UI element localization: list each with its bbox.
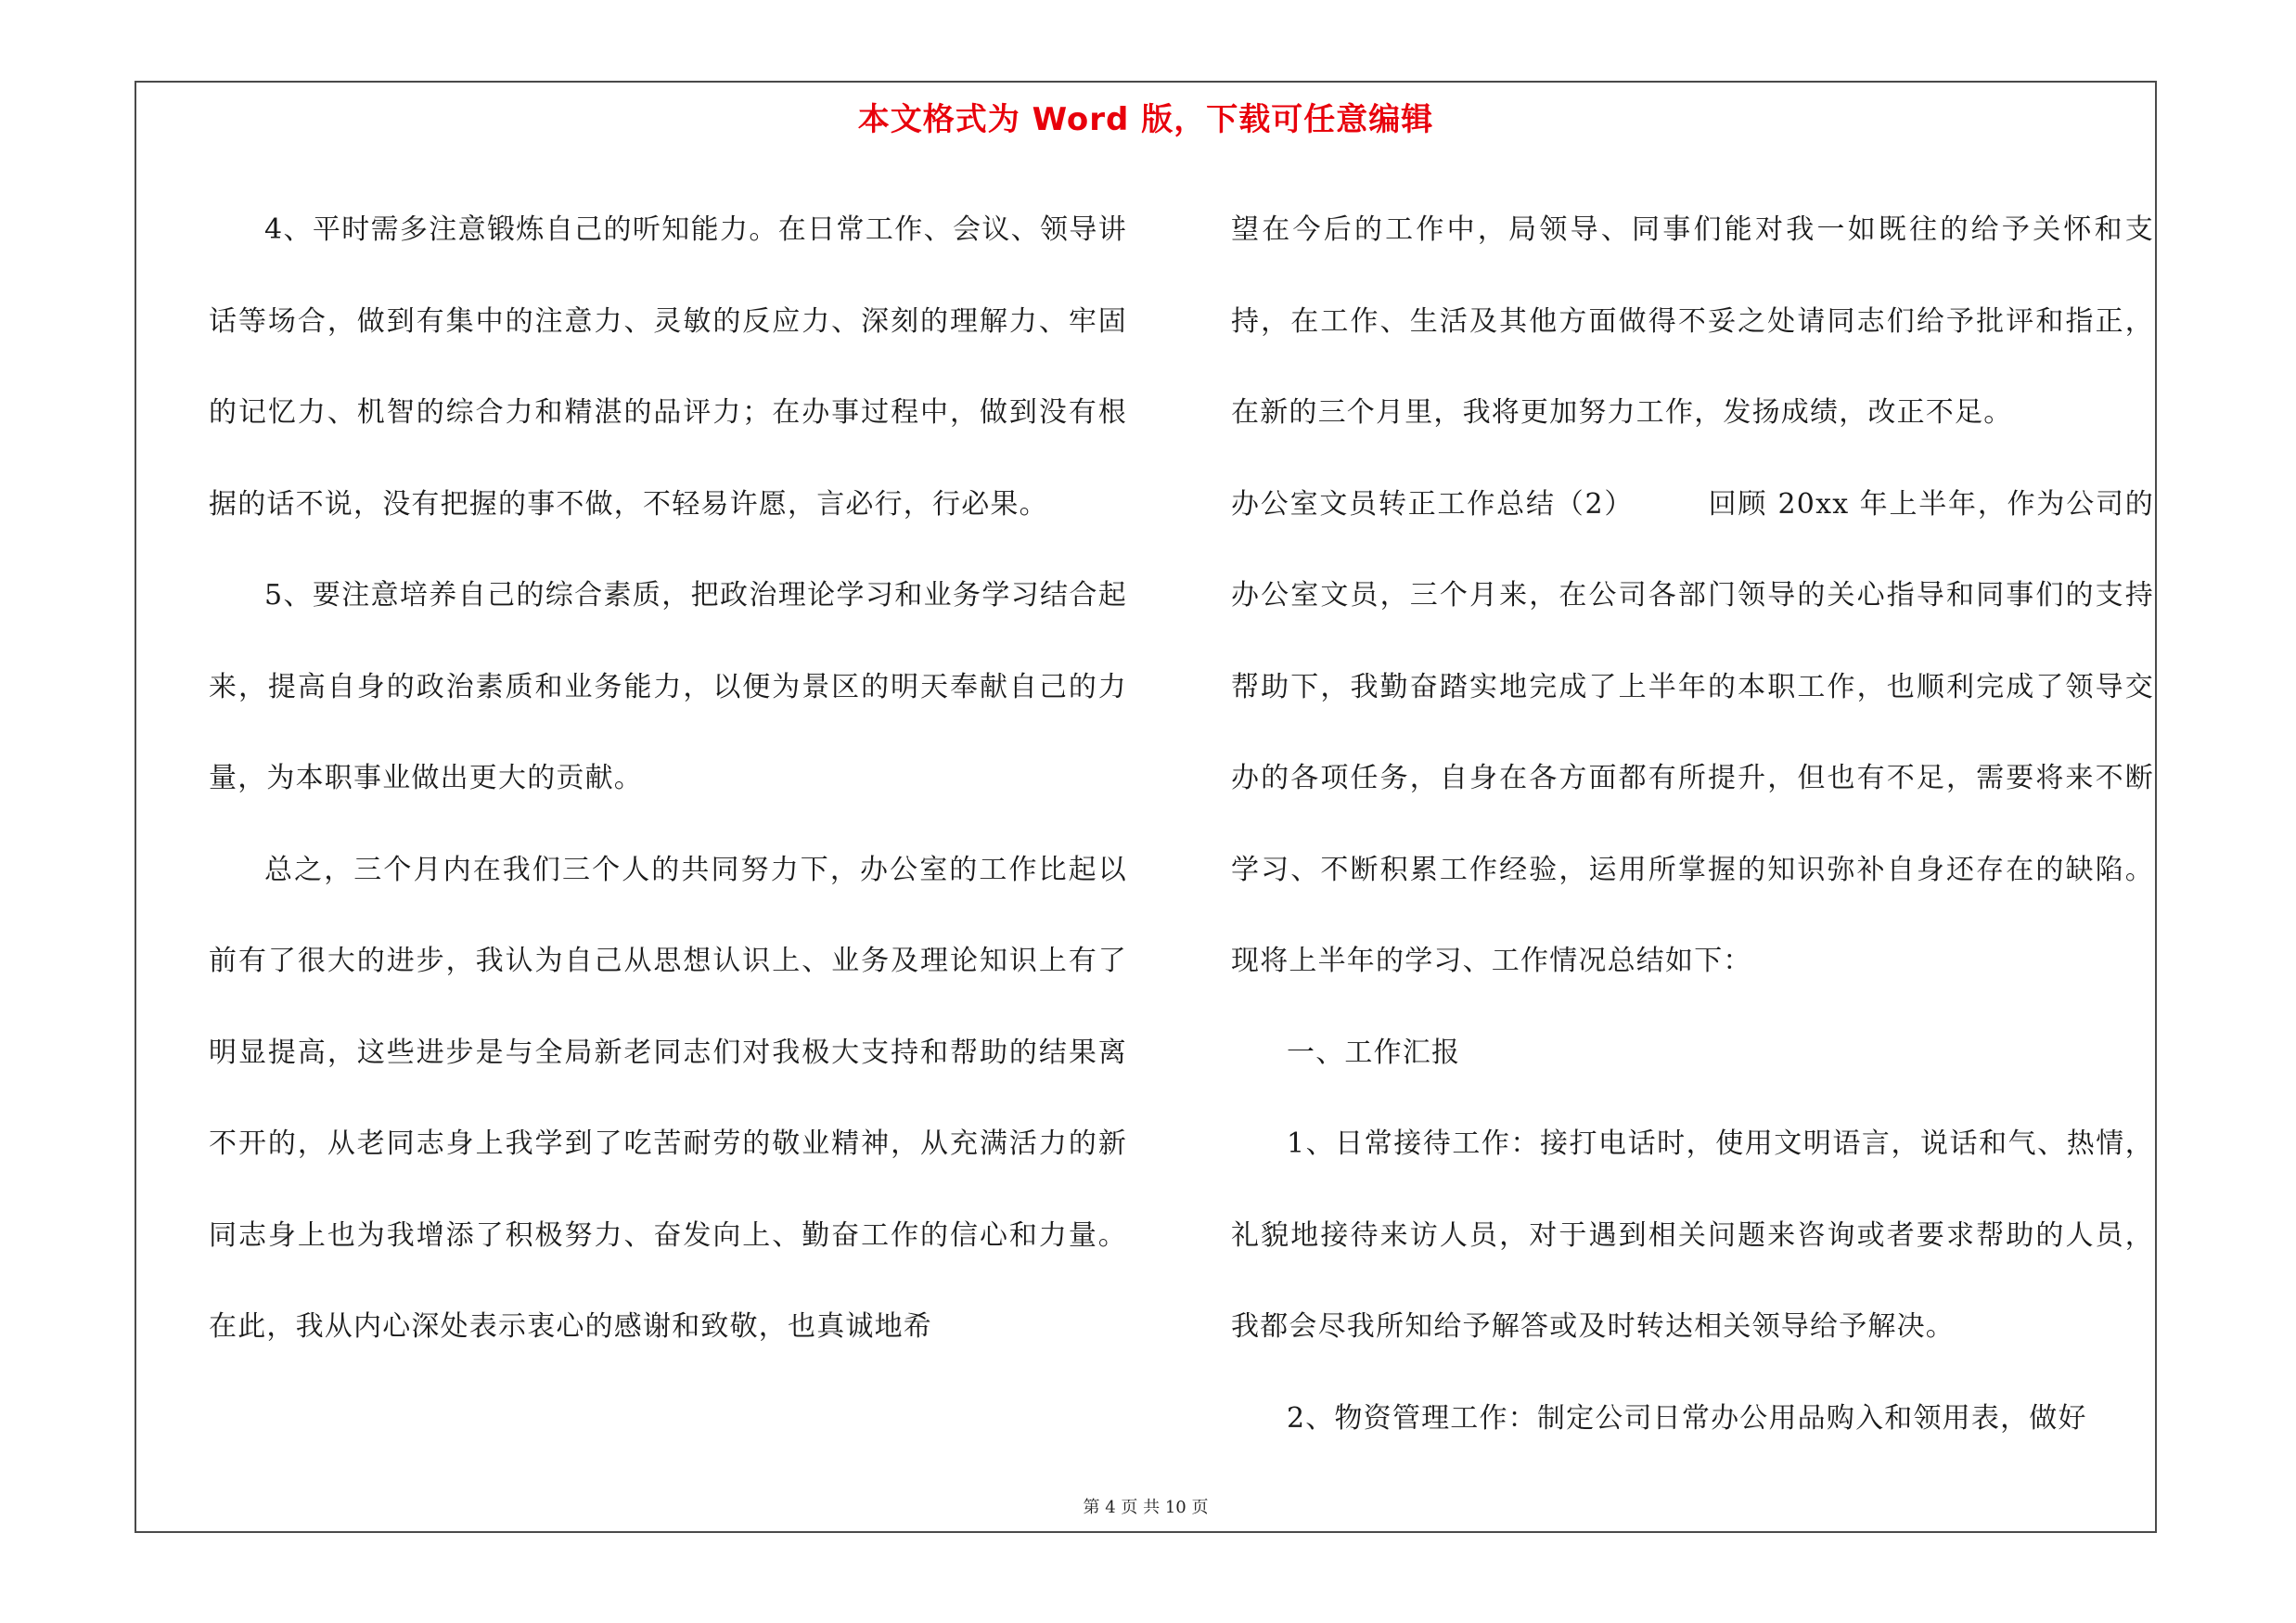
right-column xyxy=(1231,185,2154,1464)
paragraph: 5、要注意培养自己的综合素质，把政治理论学习和业务学习结合起来，提高自身的政治素质和业务能力，以便为景区的明天奉献自己的力量，为本职事业做出更大的贡献。 xyxy=(209,579,1127,794)
page-number: 第 4 页 共 10 页 xyxy=(1083,1498,1209,1517)
paragraph: 总之，三个月内在我们三个人的共同努力下，办公室的工作比起以前有了很大的进步，我认为自己从思想认识上、业务及理论知识上有了明显提高，这些进步是与全局新老同志们对我极大支持和帮助的结果离不开的，从老同志身上我学到了吃苦耐劳的敬业精神，从充满活力的新同志身上也为我增添了积极努力、奋发向上、勤奋工作的信心和力量。在此，我从内心深处表示衷心的感谢和致敬，也真诚地希 xyxy=(209,853,1127,1343)
page-frame xyxy=(135,81,2157,1533)
paragraph: 2、物资管理工作：制定公司日常办公用品购入和领用表，做好 xyxy=(1287,1401,2087,1435)
paragraph: 1、日常接待工作：接打电话时，使用文明语言，说话和气、热情，礼貌地接待来访人员，对于遇到相关问题来咨询或者要求帮助的人员，我都会尽我所知给予解答或及时转达相关领导给予解决。 xyxy=(1231,1127,2154,1343)
left-column xyxy=(209,185,1127,1373)
section-heading: 一、工作汇报 xyxy=(1287,1036,1461,1069)
paragraph: 望在今后的工作中，局领导、同事们能对我一如既往的给予关怀和支持，在工作、生活及其他方面做得不妥之处请同志们给予批评和指正，在新的三个月里，我将更加努力工作，发扬成绩，改正不足。 xyxy=(1231,213,2154,429)
section-title-paragraph: 办公室文员转正工作总结（2） 回顾 20xx 年上半年，作为公司的办公室文员，三个月来，在公司各部门领导的关心指导和同事们的支持帮助下，我勤奋踏实地完成了上半年的本职工作，也顺利完成了领导交办的各项任务，自身在各方面都有所提升，但也有不足，需要将来不断学习、不断积累工作经验，运用所掌握的知识弥补自身还存在的缺陷。现将上半年的学习、工作情况总结如下： xyxy=(1231,487,2154,977)
format-banner: 本文格式为 Word 版，下载可任意编辑 xyxy=(857,101,1434,138)
paragraph: 4、平时需多注意锻炼自己的听知能力。在日常工作、会议、领导讲话等场合，做到有集中的注意力、灵敏的反应力、深刻的理解力、牢固的记忆力、机智的综合力和精湛的品评力；在办事过程中，做到没有根据的话不说，没有把握的事不做，不轻易许愿，言必行，行必果。 xyxy=(209,213,1127,521)
